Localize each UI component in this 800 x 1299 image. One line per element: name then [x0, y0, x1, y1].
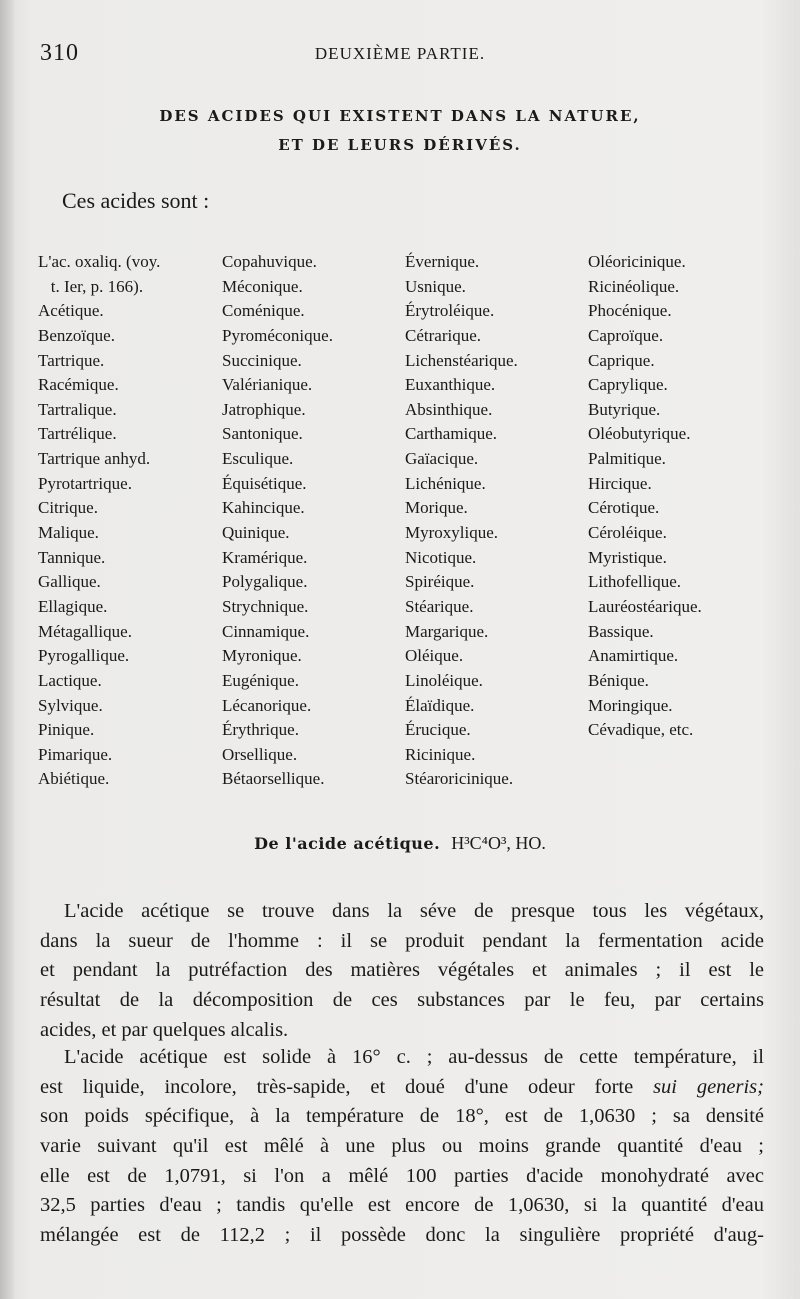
subsection-title: De l'acide acétique. [254, 834, 441, 853]
acid-list-item: Gaïacique. [405, 449, 479, 469]
acid-list-item: Margarique. [405, 621, 489, 641]
section-title-line-2: ET DE LEURS DÉRIVÉS. [278, 136, 522, 154]
acid-list-item: Copahuvique. [222, 252, 317, 271]
acid-list-item: Oléoricinique. [588, 252, 686, 271]
acid-list-item: Lauréostéarique. [588, 596, 702, 616]
acid-list-item: Pinique. [38, 720, 95, 740]
paragraph-line [40, 1073, 764, 1103]
paragraph-line: elle est de 1,0791, si l'on a mêlé 100 parties d'acide monohydraté avec [40, 1164, 764, 1187]
acid-list-item: Tartrique. [38, 350, 105, 370]
acid-list-item: Nicotique. [405, 547, 477, 567]
acid-list-item: Caprique. [588, 350, 655, 370]
acid-list-item: Myroxylique. [405, 523, 499, 543]
acid-list-item: Benzoïque. [38, 325, 115, 345]
acid-list-item: Quinique. [222, 523, 290, 543]
acid-list-item: Malique. [38, 523, 99, 543]
italic-phrase: sui generis; [653, 1075, 764, 1098]
acid-list-item: Bétaorsellique. [222, 769, 325, 789]
acid-list-item: Bénique. [588, 670, 649, 690]
acid-list-item: Ellagique. [38, 596, 108, 616]
acid-list-item: Strychnique. [222, 596, 309, 616]
acid-list-item: Lichenstéarique. [405, 350, 518, 370]
acid-list-item: Oléobutyrique. [588, 424, 691, 444]
acid-list-item: Santonique. [222, 424, 303, 444]
acid-list-item: Anamirtique. [588, 646, 679, 666]
paragraph-line: L'acide acétique est solide à 16° c. ; au-dessus de cette température, il [64, 1046, 764, 1068]
chemical-formula: H³C⁴O³, HO. [451, 833, 546, 853]
acid-list-item: Tartrélique. [38, 424, 117, 444]
acid-list-column-1 [38, 250, 160, 792]
acid-list-item: Butyrique. [588, 399, 661, 419]
acid-list-item: Sylvique. [38, 695, 103, 715]
acid-list-item: Citrique. [38, 498, 98, 518]
acid-list-item: Bassique. [588, 621, 654, 641]
acid-list-item: Méconique. [222, 276, 303, 296]
acid-list-item: Lithofellique. [588, 572, 682, 592]
acid-list-item: Carthamique. [405, 424, 498, 444]
acid-list-item: Cinnamique. [222, 621, 310, 641]
paragraph-line: 32,5 parties d'eau ; tandis qu'elle est encore de 1,0630, si la quantité d'eau [40, 1194, 764, 1217]
acid-list-item: Caprylique. [588, 375, 668, 395]
acid-list-item: Spiréique. [405, 572, 475, 592]
paragraph-line: résultat de la décomposition de ces substances par le feu, par certains [40, 989, 764, 1012]
acid-list-item: Pyrogallique. [38, 646, 130, 666]
acid-list-item: Ricinéolique. [588, 276, 680, 296]
acid-list-item: Cévadique, etc. [588, 720, 694, 740]
acid-list-item: Myronique. [222, 646, 302, 666]
acid-list-item: Coménique. [222, 301, 305, 321]
acid-list-item: Céroléique. [588, 523, 667, 543]
acid-list-column-2 [222, 250, 333, 792]
acid-list-item: Évernique. [405, 252, 480, 271]
acid-list-item: Linoléique. [405, 670, 483, 690]
acid-list-item: Acétique. [38, 301, 104, 321]
acid-list-item: Pimarique. [38, 744, 113, 764]
acid-list-item: Érucique. [405, 720, 471, 740]
paragraph-text: est liquide, incolore, très-sapide, et doué d'une odeur forte [40, 1075, 634, 1098]
paragraph-line: dans la sueur de l'homme : il se produit pendant la fermentation acide [40, 929, 764, 952]
page-header [40, 40, 760, 70]
acid-list-item: Tartrique anhyd. [38, 449, 151, 469]
acid-list-item: Tannique. [38, 547, 106, 567]
acid-list-item: Caproïque. [588, 325, 664, 345]
intro-text: Ces acides sont : [62, 188, 210, 213]
acid-list-item: Cérotique. [588, 498, 660, 518]
acid-list-item: Kramérique. [222, 547, 308, 567]
acid-list-item: Hircique. [588, 473, 652, 493]
paragraph-line: varie suivant qu'il est mêlé à une plus ou moins grande quantité d'eau ; [40, 1135, 764, 1158]
acid-list-item: Polygalique. [222, 572, 308, 592]
acid-list-item: Phocénique. [588, 301, 672, 321]
acid-list-item: Palmitique. [588, 449, 666, 469]
section-title-line-1: DES ACIDES QUI EXISTENT DANS LA NATURE, [159, 107, 641, 125]
acid-list-item: Myristique. [588, 547, 667, 567]
acid-list-item: Usnique. [405, 276, 466, 296]
acid-list-item: Euxanthique. [405, 375, 496, 395]
acid-list-item: Jatrophique. [222, 399, 306, 419]
page-gutter-shadow [0, 0, 14, 1299]
acid-list-item: Absinthique. [405, 399, 493, 419]
acid-list-item: Morique. [405, 498, 468, 518]
acid-list-item: Racémique. [38, 375, 119, 395]
acid-list-item: Succinique. [222, 350, 302, 370]
paragraph-line: mélangée est de 112,2 ; il possède donc la singulière propriété d'aug- [40, 1224, 764, 1247]
paragraph-line: acides, et par quelques alcalis. [40, 1018, 289, 1041]
paragraph-2 [40, 1043, 764, 1251]
acid-list-item: Kahincique. [222, 498, 305, 518]
acid-list-item: Élaïdique. [405, 695, 475, 715]
acid-list-item: Équisétique. [222, 473, 307, 493]
acid-list-column-4 [588, 250, 702, 743]
acid-list-item: Oléique. [405, 646, 464, 666]
acid-list-column-3 [405, 250, 518, 792]
page-number: 310 [40, 40, 79, 66]
acid-list-item: Érytroléique. [405, 301, 495, 321]
acid-list-item: Ricinique. [405, 744, 476, 764]
paragraph-line: et pendant la putréfaction des matières végétales et animales ; il est le [40, 959, 764, 982]
acid-list-item: Lécanorique. [222, 695, 312, 715]
acid-list-item: Orsellique. [222, 744, 298, 764]
paragraph-1 [40, 897, 764, 1045]
acid-list-item: Pyrotartrique. [38, 473, 132, 493]
subsection-heading [0, 833, 800, 854]
acid-list-item: Cétrarique. [405, 325, 481, 345]
acid-list-item: Valérianique. [222, 375, 313, 395]
acid-list-item: Érythrique. [222, 720, 299, 740]
acid-list-item: Abiétique. [38, 769, 110, 789]
acid-list-item: L'ac. oxaliq. (voy. [38, 252, 161, 271]
running-head: DEUXIÈME PARTIE. [314, 44, 486, 63]
acid-list-item: Pyroméconique. [222, 325, 333, 345]
paragraph-line: L'acide acétique se trouve dans la séve de presque tous les végétaux, [64, 900, 764, 922]
acid-list-item: Métagallique. [38, 621, 132, 641]
acid-list-item: Esculique. [222, 449, 294, 469]
paragraph-line: son poids spécifique, à la température de 18°, est de 1,0630 ; sa densité [40, 1105, 764, 1128]
acid-list-item: Moringique. [588, 695, 673, 715]
acid-list-item: Tartralique. [38, 399, 117, 419]
acid-list-item: Stéarique. [405, 596, 474, 616]
acid-list-item: Gallique. [38, 572, 101, 592]
acid-list-item: Eugénique. [222, 670, 299, 690]
acid-list-item: Lichénique. [405, 473, 486, 493]
acid-list-item: t. Ier, p. 166). [38, 276, 144, 296]
acid-list-item: Stéaroricinique. [405, 769, 514, 789]
acid-list-item: Lactique. [38, 670, 102, 690]
